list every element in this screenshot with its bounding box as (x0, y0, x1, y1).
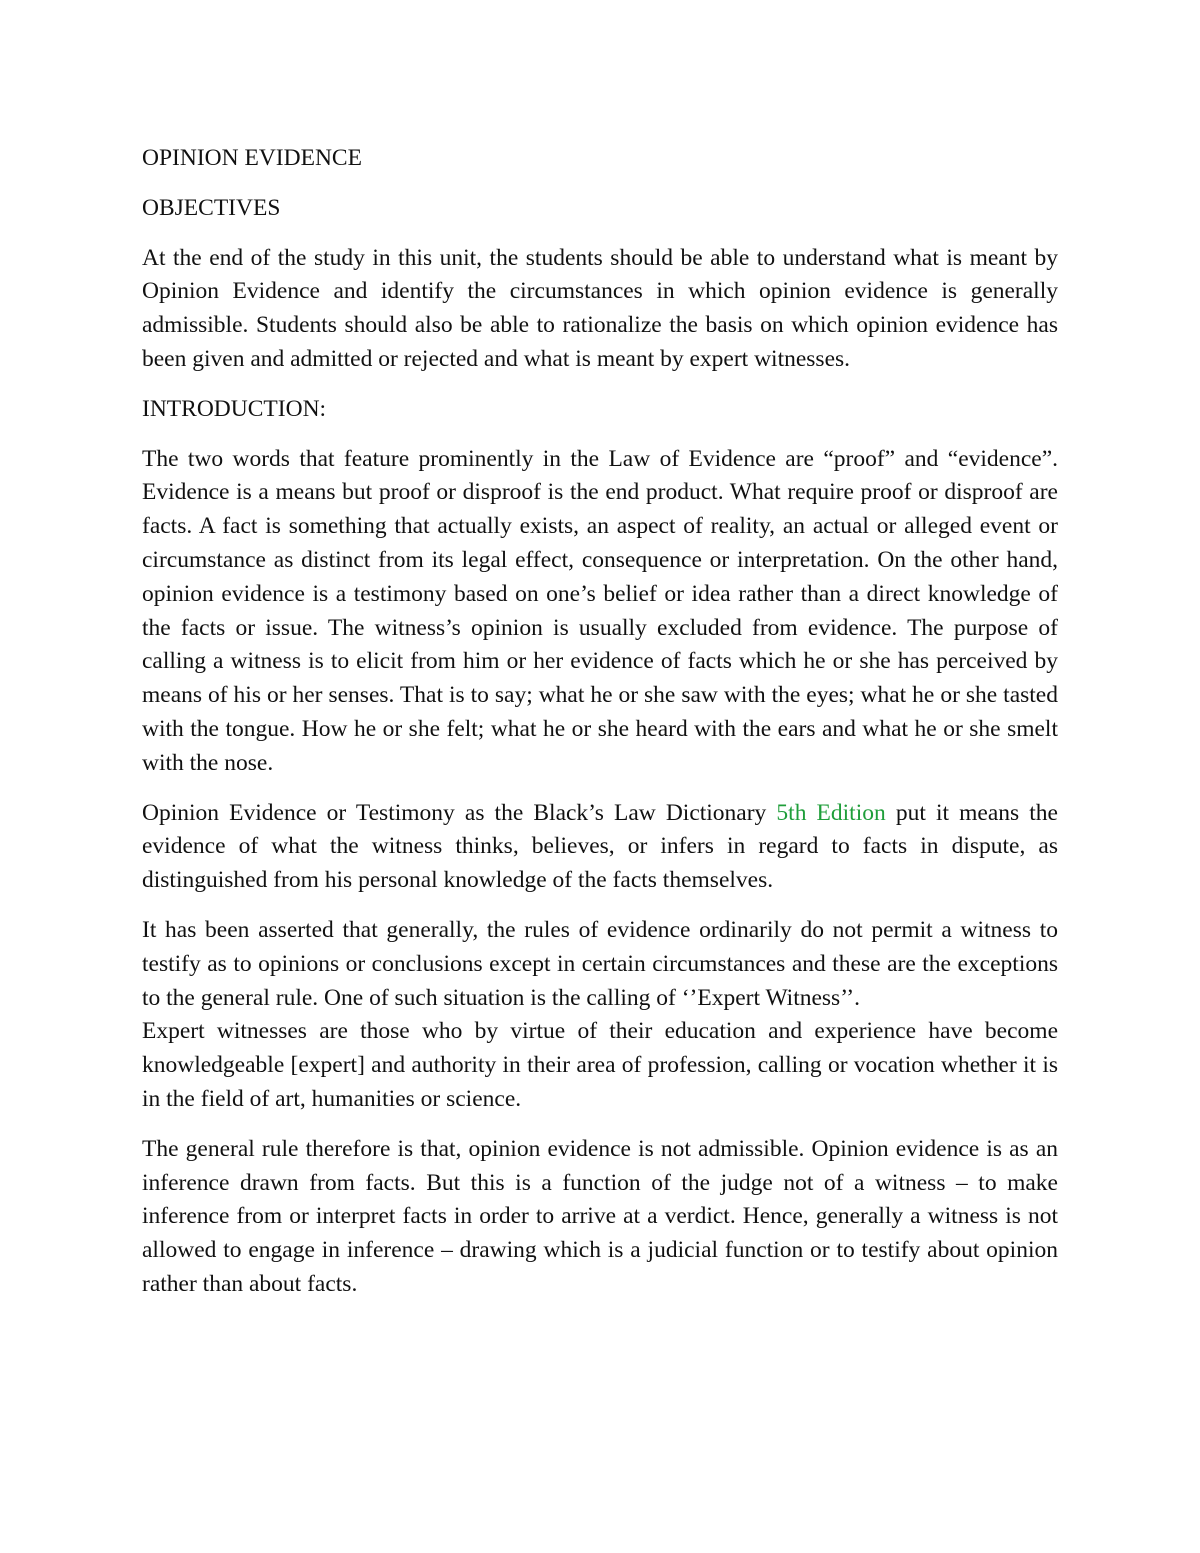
document-body (142, 142, 1058, 1302)
intro-paragraph-5: The general rule therefore is that, opinion evidence is not admissible. Opinion evidence is as an inference drawn from facts. But this is a function of the judge not of a witness – to make inference from or interpret facts in order to arrive at a verdict. Hence, generally a witness is not allowed to engage in inference – drawing which is a judicial function or to testify about opinion rather than about facts. (142, 1135, 1058, 1297)
intro-paragraph-3: It has been asserted that generally, the rules of evidence ordinarily do not permit a witness to testify as to opinions or conclusions except in certain circumstances and these are the exceptions to the general rule. One of such situation is the calling of ‘’Expert Witness’’. (142, 916, 1058, 1011)
introduction-heading: INTRODUCTION: (142, 395, 327, 422)
paragraph-2-start: Opinion Evidence or Testimony as the Black’s Law Dictionary (142, 799, 777, 826)
paragraph-2-end: put it means the evidence of what the witness thinks, believes, or infers in regard to facts in dispute, as distinguished from his personal knowledge of the facts themselves. (142, 799, 1058, 894)
intro-paragraph-2 (142, 797, 1058, 898)
objectives-heading: OBJECTIVES (142, 194, 281, 221)
edition-reference: 5th Edition (776, 799, 886, 826)
intro-paragraph-4: Expert witnesses are those who by virtue of their education and experience have become knowledgeable [expert] and authority in their area of profession, calling or vocation whether it is in the field of art, humanities or science. (142, 1018, 1058, 1112)
intro-paragraph-1: The two words that feature prominently in the Law of Evidence are “proof” and “evidence”. Evidence is a means but proof or disproof is the end product. What require proof or disproof are facts. A fact is something that actually exists, an aspect of reality, an actual or alleged event or circumstance as distinct from its legal effect, consequence or interpretation. On the other hand, opinion evidence is a testimony based on one’s belief or idea rather than a direct knowledge of the facts or issue. The witness’s opinion is usually excluded from evidence. The purpose of calling a witness is to elicit from him or her evidence of facts which he or she has perceived by means of his or her senses. That is to say; what he or she saw with the eyes; what he or she tasted with the tongue. How he or she felt; what he or she heard with the ears and what he or she smelt with the nose. (142, 445, 1058, 776)
objectives-paragraph: At the end of the study in this unit, the students should be able to understand what is meant by Opinion Evidence and identify the circumstances in which opinion evidence is generally admissible. Students should also be able to rationalize the basis on which opinion evidence has been given and admitted or rejected and what is meant by expert witnesses. (142, 244, 1058, 372)
document-title: OPINION EVIDENCE (142, 145, 362, 171)
